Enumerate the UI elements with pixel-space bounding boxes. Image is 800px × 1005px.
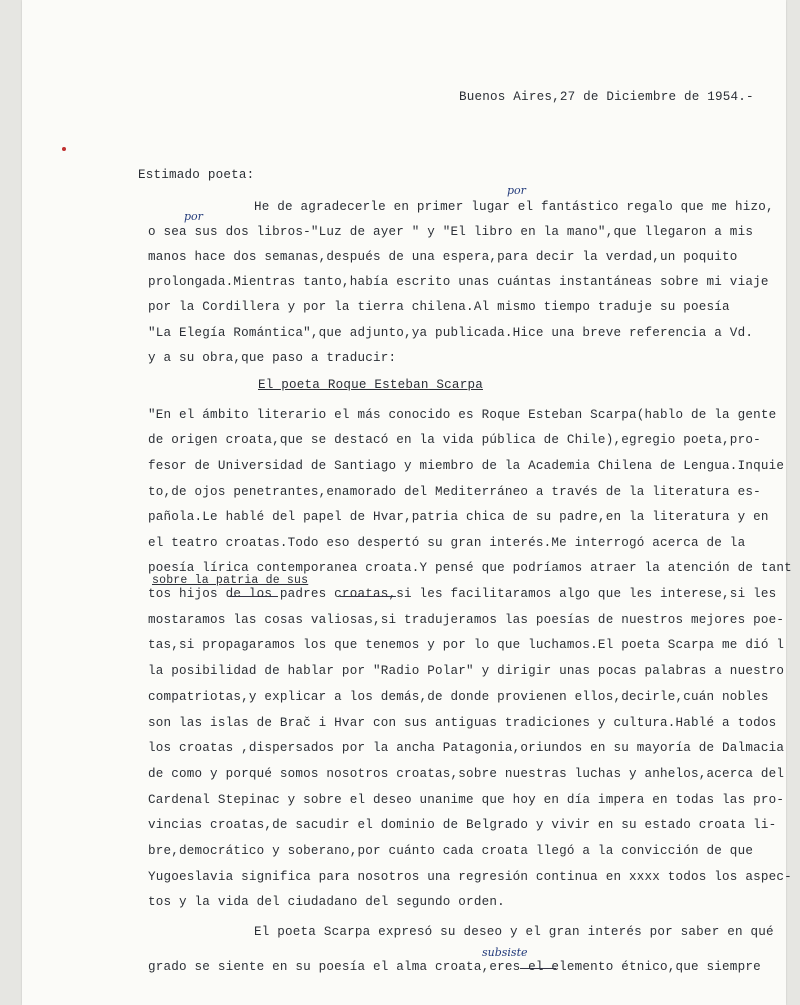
quote-line: tas,si propagaramos los que tenemos y por lo que luchamos.El poeta Scarpa me dió l (148, 638, 785, 652)
salutation: Estimado poeta: (138, 168, 255, 182)
strikethrough-mark (340, 596, 396, 597)
quote-line: la posibilidad de hablar por "Radio Polar" y dirigir unas pocas palabras a nuestro (148, 664, 785, 678)
handwritten-subsiste: subsiste (482, 946, 528, 959)
quote-line: bre,democrático y soberano,por cuánto cada croata llegó a la convicción de que (148, 844, 754, 858)
body-line: o sea sus dos libros-"Luz de ayer " y "El libro en la mano",que llegaron a mis (148, 225, 754, 239)
ink-spot (62, 147, 66, 151)
body-line: "La Elegía Romántica",que adjunto,ya publicada.Hice una breve referencia a Vd. (148, 326, 754, 340)
quote-line: mostaramos las cosas valiosas,si tradujeramos las poesías de nuestros mejores poe- (148, 613, 785, 627)
section-title: El poeta Roque Esteban Scarpa (258, 378, 483, 392)
quote-line: de como y porqué somos nosotros croatas,sobre nuestras luchas y anhelos,acerca del (148, 767, 785, 781)
body-line: y a su obra,que paso a traducir: (148, 351, 397, 365)
body-line: por la Cordillera y por la tierra chilena.Al mismo tiempo traduje su poesía (148, 300, 730, 314)
letter-page (22, 0, 792, 1005)
handwritten-por: por (184, 210, 203, 223)
closing-line: grado se siente en su poesía el alma croata,eres el elemento étnico,que siempre (148, 960, 761, 974)
quote-line: Cardenal Stepinac y sobre el deseo unanime que hoy en día impera en todas las pro- (148, 793, 785, 807)
body-line: manos hace dos semanas,después de una espera,para decir la verdad,un poquito (148, 250, 738, 264)
strikethrough-mark (230, 596, 278, 597)
handwritten-por: por (507, 184, 526, 197)
quote-line: son las islas de Brač i Hvar con sus antiguas tradiciones y cultura.Hablé a todos (148, 716, 777, 730)
quote-line: pañola.Le hablé del papel de Hvar,patria chica de su padre,en la literatura y en (148, 510, 769, 524)
body-line: He de agradecerle en primer lugar el fantástico regalo que me hizo, (254, 200, 774, 214)
quote-line: poesía lírica contemporanea croata.Y pensé que podríamos atraer la atención de tant (148, 561, 792, 575)
quote-line: to,de ojos penetrantes,enamorado del Mediterráneo a través de la literatura es- (148, 485, 761, 499)
closing-line: El poeta Scarpa expresó su deseo y el gran interés por saber en qué (254, 925, 774, 939)
quote-line: el teatro croatas.Todo eso despertó su gran interés.Me interrogó acerca de la (148, 536, 746, 550)
quote-line: "En el ámbito literario el más conocido es Roque Esteban Scarpa(hablo de la gente (148, 408, 777, 422)
quote-line: vincias croatas,de sacudir el dominio de Belgrado y vivir en su estado croata li- (148, 818, 777, 832)
quote-line: compatriotas,y explicar a los demás,de donde provienen ellos,decirle,cuán nobles (148, 690, 769, 704)
typed-insertion: sobre la patria de sus (152, 574, 309, 587)
body-line: prolongada.Mientras tanto,había escrito unas cuántas instantáneas sobre mi viaje (148, 275, 769, 289)
quote-line: tos y la vida del ciudadano del segundo orden. (148, 895, 505, 909)
quote-line: Yugoeslavia significa para nosotros una regresión continua en xxxx todos los aspec- (148, 870, 792, 884)
quote-line: fesor de Universidad de Santiago y miembro de la Academia Chilena de Lengua.Inquie (148, 459, 785, 473)
quote-line: tos hijos de los padres croatas,si les facilitaramos algo que les interese,si les (148, 587, 777, 601)
letter-date: Buenos Aires,27 de Diciembre de 1954.- (459, 90, 754, 104)
quote-line: los croatas ,dispersados por la ancha Patagonia,oriundos en su mayoría de Dalmacia (148, 741, 785, 755)
quote-line: de origen croata,que se destacó en la vida pública de Chile),egregio poeta,pro- (148, 433, 761, 447)
strikethrough-mark (520, 968, 556, 969)
